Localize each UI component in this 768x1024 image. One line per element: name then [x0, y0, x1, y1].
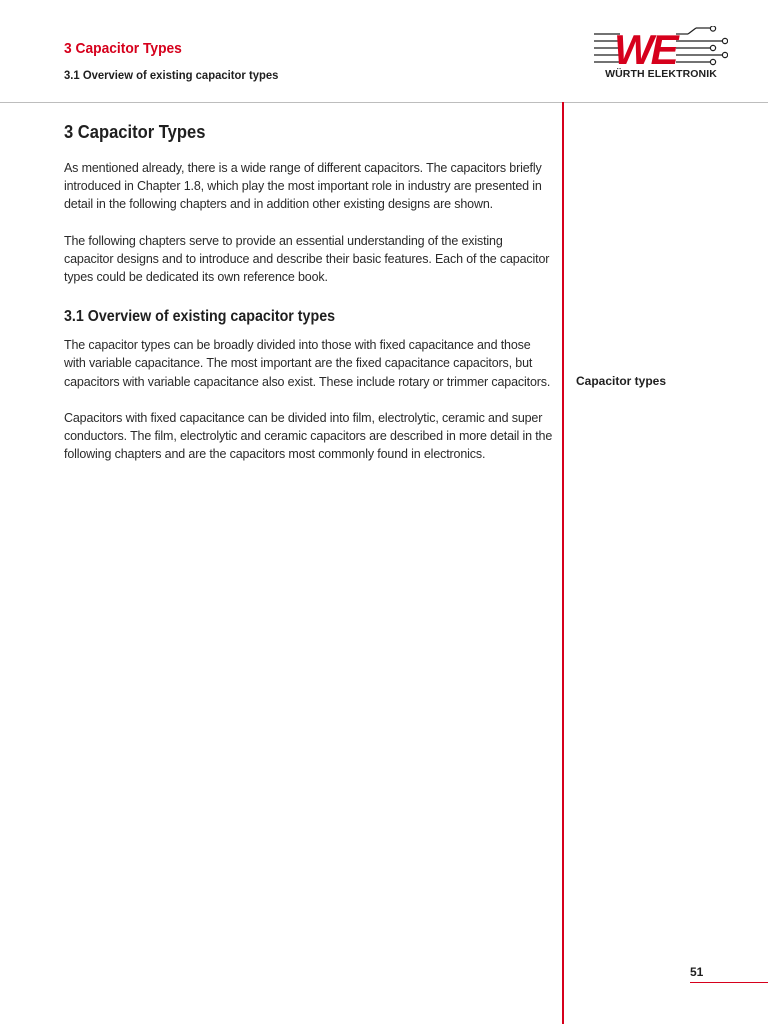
section-heading: 3.1 Overview of existing capacitor types — [64, 308, 336, 326]
intro-paragraph: As mentioned already, there is a wide range of different capacitors. The capacitors briefly introduced in Chapter 1.8, which play the most important role in industry are presented in detail in the following chapters and in addition other existing designs are shown. — [64, 161, 542, 212]
section-paragraph: Capacitors with fixed capacitance can be divided into film, electrolytic, ceramic and super conductors. The film, electrolytic and ceramic capacitors are described in more detail in the following chapters and are the capacitors most commonly found in electronics. — [64, 410, 553, 462]
margin-note: Capacitor types — [576, 374, 667, 388]
page-number: 51 — [690, 965, 704, 979]
page-number-rule — [690, 982, 768, 983]
margin-divider — [562, 102, 564, 1024]
header-divider — [0, 102, 768, 103]
we-mark: WE — [614, 26, 676, 73]
main-content — [64, 122, 554, 463]
running-chapter-title: 3 Capacitor Types — [64, 40, 182, 57]
running-section-title: 3.1 Overview of existing capacitor types — [64, 68, 279, 82]
intro-paragraph: The following chapters serve to provide an essential understanding of the existing capacitor designs and to introduce and describe their basic features. Each of the capacitor types could be dedicated its own reference book. — [64, 233, 550, 285]
chapter-heading: 3 Capacitor Types — [64, 122, 206, 142]
logo-company-name: WÜRTH ELEKTRONIK — [605, 68, 717, 80]
section-paragraph: The capacitor types can be broadly divided into those with fixed capacitance and those with variable capacitance. The most important are the fixed capacitance capacitors, but capacitors with variable capacitance also exist. These include rotary or trimmer capacitors. — [64, 338, 551, 389]
